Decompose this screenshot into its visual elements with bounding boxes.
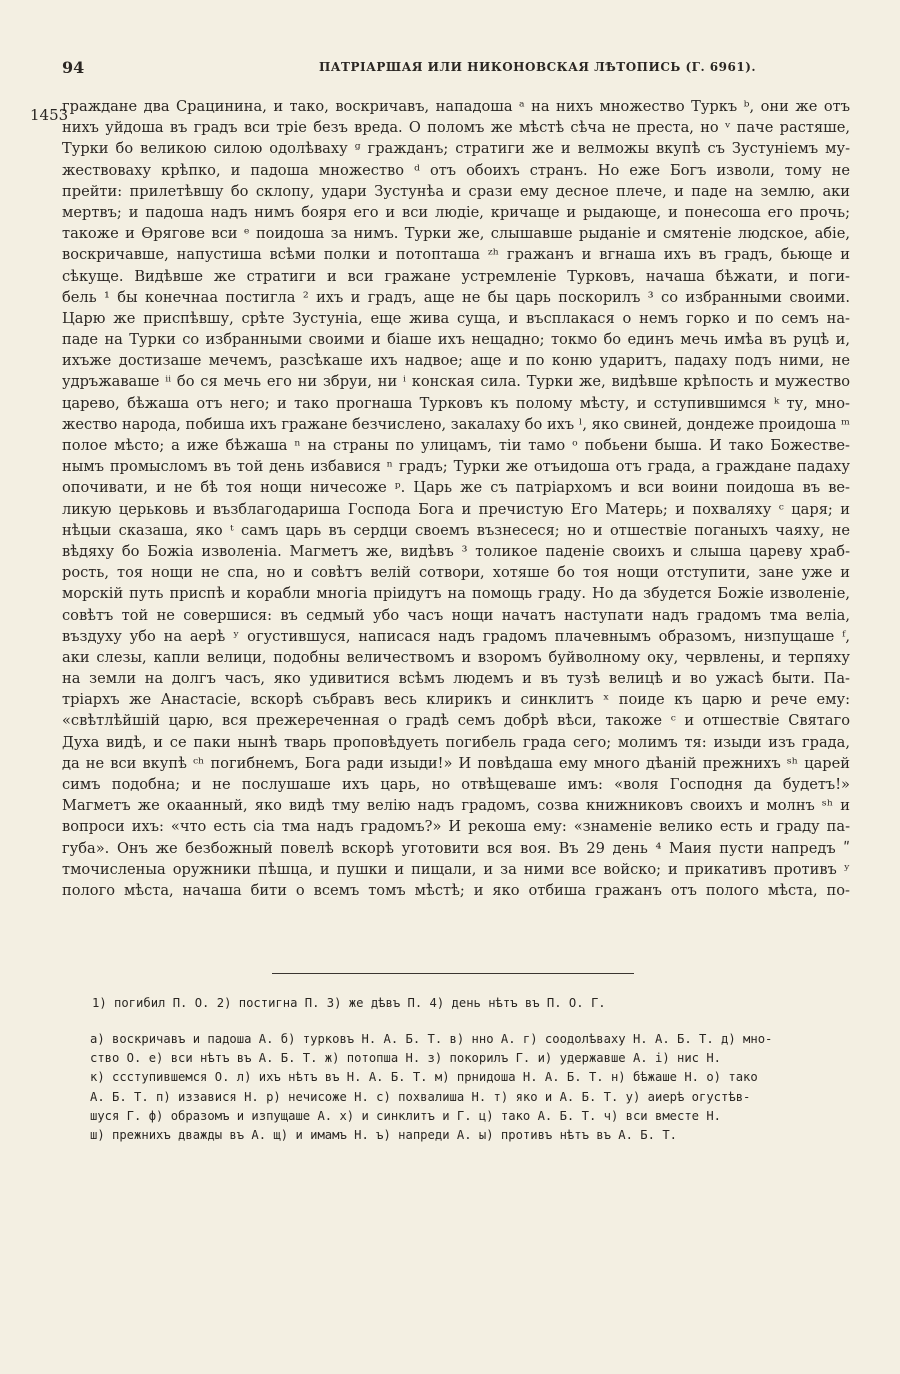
- text-line: вѣдяху бо Божіа изволеніа. Магметъ же, видѣвъ ³ толикое паденіе своихъ и слыша цареву храб-: [62, 542, 850, 560]
- text-line: царево, бѣжаша отъ него; и тако прогнаша Турковъ къ полому мѣсту, и сступившимся ᵏ ту, мно-: [62, 394, 850, 412]
- text-line: нихъ уйдоша въ градъ вси тріе безъ вреда. О поломъ же мѣстѣ сѣча не преста, но ᵛ паче растяше,: [62, 119, 850, 137]
- text-line: вопроси ихъ: «что есть сіа тма надъ градомъ?» И рекоша ему: «знаменіе велико есть и граду па-: [62, 818, 850, 836]
- text-line: такоже и Ѳрягове вси ᵉ поидоша за нимъ. Турки же, слышавше рыданіе и смятеніе людское, абіе,: [62, 225, 850, 243]
- text-line: «свѣтлѣйшій царю, вся прежереченная о градѣ семъ добрѣ вѣси, такоже ᶜ и отшествіе Святаго: [62, 712, 850, 730]
- text-line: жество народа, побиша ихъ гражане безчислено, закалаху бо ихъ ˡ, яко свиней, дондеже проидоша ᵐ: [62, 415, 850, 433]
- text-line: нѣцыи сказаша, яко ᵗ самъ царь въ сердци своемъ възнесеся; но и отшествіе поганыхъ чаяху, не: [62, 521, 850, 539]
- text-line: Турки бо великою силою одолѣваху ᵍ гражданъ; стратиги же и велможы вкупѣ съ Зустуніемъ му-: [62, 140, 850, 158]
- footnote-divider: [272, 973, 634, 974]
- text-line: полое мѣсто; а иже бѣжаша ⁿ на страны по улицамъ, тіи тамо ᵒ побьени быша. И тако Божестве-: [62, 437, 850, 454]
- text-line: ихъже достизаше мечемъ, разсѣкаше ихъ надвое; аще и по коню ударитъ, падаху подъ ними, не: [62, 352, 850, 370]
- text-line: Духа видѣ, и се паки нынѣ тварь проповѣдуеть погибель града сего; молимъ тя: изыди изъ града,: [62, 733, 850, 751]
- page-number: 94: [62, 58, 85, 77]
- text-line: граждане два Срацинина, и тако, воскричавъ, нападоша ᵃ на нихъ множество Туркъ ᵇ, они же отъ: [62, 98, 850, 115]
- text-line: ликую церьковь и възблагодариша Господа Бога и пречистую Его Матерь; и похваляху ᶜ царя; и: [62, 500, 850, 518]
- text-line: нымъ промысломъ въ той день избавися ⁿ градъ; Турки же отъидоша отъ града, а гражданe падаху: [62, 458, 850, 476]
- text-line: Магметъ же окаанный, яко видѣ тму велію надъ градомъ, созва книжниковъ своихъ и молнъ ˢʰ и: [62, 797, 850, 815]
- text-line: тріархъ же Анастасіе, вскорѣ събравъ весь клирикъ и синклитъ ˣ поиде къ царю и рече ему:: [62, 691, 850, 709]
- text-line: прейти: прилетѣвшу бо склопу, удари Зустунѣа и срази ему десное плече, и паде на землю, аки: [62, 182, 850, 200]
- text-line: симъ подобна; и не послушаше ихъ царь, но отвѣщеваше имъ: «воля Господня да будетъ!»: [62, 776, 850, 793]
- variant-footnotes: [90, 1030, 860, 1145]
- text-line: тмочисленыа оружники пѣшца, и пушки и пищали, и за ними все войско; и прикативъ противъ ʸ: [62, 860, 850, 878]
- variant-footnote-line: А. Б. Т. п) иззавися Н. р) нечисоже Н. с) похвалиша Н. т) яко и А. Б. Т. у) аиерѣ огустѣв-: [90, 1089, 751, 1104]
- margin-year: 1453: [30, 106, 69, 124]
- text-line: морскій путь приспѣ и корабли многіа пріидутъ на помощь граду. Но да збудется Божіе изволеніе,: [62, 585, 850, 603]
- numbered-footnotes: 1) погибил П. О. 2) постигна П. 3) же дѣвъ П. 4) день нѣтъ въ П. О. Г.: [92, 996, 606, 1010]
- text-line: въздуху убо на аерѣ ʸ огустившуся, написася надъ градомъ плачевнымъ образомъ, низпущаше ᶠ,: [62, 627, 850, 645]
- text-line: совѣтъ той не совершися: въ седмый убо часъ нощи начатъ наступати надъ градомъ тма веліа,: [62, 606, 850, 624]
- text-line: да не вси вкупѣ ᶜʰ погибнемъ, Бога ради изыди!» И повѣдаша ему много дѣаній прежнихъ ˢʰ царей: [62, 754, 850, 772]
- text-line: полого мѣста, начаша бити о всемъ томъ мѣстѣ; и яко отбиша гражанъ отъ полого мѣста, по-: [62, 881, 850, 899]
- text-line: воскричавше, напустиша всѣми полки и потопташа ᶻʰ гражанъ и вгнаша ихъ въ градъ, бьюще и: [62, 246, 850, 264]
- text-line: паде на Турки со избранными своими и біаше ихъ нещадно; токмо бо единъ мечь имѣа въ руцѣ и,: [62, 331, 850, 349]
- variant-footnote-line: к) ссступившемся О. л) ихъ нѣтъ въ Н. А. Б. Т. м) прнидоша Н. А. Б. Т. н) бѣжаше Н. о) тако: [90, 1070, 758, 1085]
- text-line: Царю же приспѣвшу, срѣте Зустуніа, еще жива суща, и въсплакася о немъ горко и по семъ на-: [62, 309, 850, 327]
- running-title: ПАТРІАРШАЯ ИЛИ НИКОНОВСКАЯ ЛѢТОПИСЬ (Г. 6961).: [318, 60, 757, 74]
- text-line: сѣкуще. Видѣвше же стратиги и вси гражане устремленіе Турковъ, начаша бѣжати, и поги-: [62, 267, 850, 285]
- page-header: [60, 58, 840, 80]
- text-line: жествоваху крѣпко, и падоша множество ᵈ отъ обоихъ странъ. Но еже Богъ изволи, тому не: [62, 161, 850, 179]
- text-line: губа». Онъ же безбожный повелѣ вскорѣ уготовити вся воя. Въ 29 день ⁴ Маия пусти напредъ ʺ: [62, 839, 850, 857]
- variant-footnote-line: ш) прежнихъ дважды въ А. щ) и имамъ Н. ъ) напреди А. ы) противъ нѣтъ въ А. Б. Т.: [90, 1127, 677, 1142]
- variant-footnote-line: ство О. е) вси нѣтъ въ А. Б. Т. ж) потопша Н. з) покорилъ Г. и) удержавше А. і) нис Н.: [90, 1051, 722, 1066]
- variant-footnote-line: а) воскричавъ и падоша А. б) турковъ Н. А. Б. Т. в) нно А. г) соодолѣваху Н. А. Б. Т. д) мно-: [90, 1032, 773, 1046]
- text-line: бель ¹ бы конечнаа постигла ² ихъ и градъ, аще не бы царь поскорилъ ³ со избранными своими.: [62, 288, 850, 306]
- text-line: мертвъ; и падоша надъ нимъ бояря его и вси людіе, кричаще и рыдающе, и понесоша его прочь;: [62, 203, 850, 221]
- variant-footnote-line: шуся Г. ф) образомъ и изпущаше А. х) и синклитъ и Г. ц) тако А. Б. Т. ч) вси вместе Н.: [90, 1108, 722, 1123]
- text-line: на земли на долгъ часъ, яко удивитися всѣмъ людемъ и въ тузѣ велицѣ и во ужасѣ быти. Па-: [62, 670, 850, 688]
- text-line: удръжаваше ⁱⁱ бо ся мечь его ни збруи, ни ⁱ конская сила. Турки же, видѣвше крѣпость и мужество: [62, 373, 850, 391]
- text-line: рость, тоя нощи не спа, но и совѣтъ велій сотвори, хотяше бо тоя нощи отступити, зане уже и: [62, 564, 850, 582]
- main-text: [62, 96, 850, 901]
- text-line: опочивати, и не бѣ тоя нощи ничесоже ᵖ. Царь же съ патріархомъ и вси воини поидоша въ ве-: [62, 479, 850, 497]
- text-line: аки слезы, капли велици, подобны величествомъ и взоромъ буйволному оку, червлены, и терпяху: [62, 648, 850, 666]
